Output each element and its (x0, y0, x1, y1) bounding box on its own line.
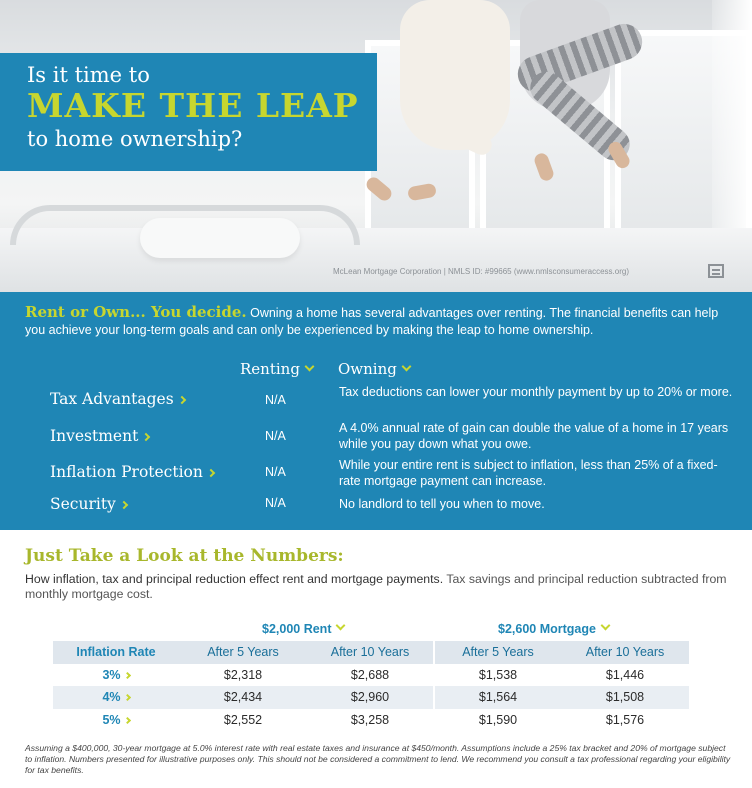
chevron-right-icon (207, 469, 215, 477)
table-cell: $1,576 (605, 712, 645, 727)
hero-image (0, 0, 752, 292)
headline-main: MAKE THE LEAP (27, 86, 359, 125)
row-label-text: Investment (50, 427, 139, 445)
group-header-rent-label: $2,000 Rent (262, 622, 332, 636)
chevron-down-icon (304, 362, 314, 372)
column-header: After 5 Years (179, 641, 307, 664)
chevron-right-icon (120, 501, 128, 509)
table-cell: $2,960 (307, 686, 433, 709)
headline-line-3: to home ownership? (27, 127, 243, 151)
headline-line-1: Is it time to (27, 63, 150, 87)
row-label-tax-advantages (50, 390, 185, 408)
inflation-rate-cell (53, 664, 179, 687)
section-heading: Rent or Own... You decide. (25, 303, 247, 321)
equal-housing-icon (708, 264, 724, 278)
row-label-inflation-protection (50, 463, 214, 481)
column-header: Inflation Rate (53, 641, 179, 664)
column-header-renting (240, 360, 313, 378)
group-header-rent (262, 622, 344, 636)
owning-description: No landlord to tell you when to move. (339, 497, 545, 511)
inflation-rate-cell (53, 686, 179, 709)
rent-or-own-section (0, 292, 752, 530)
renting-value: N/A (265, 496, 286, 510)
intro-text: Owning a home has several advantages over renting. The financial benefits can help you achieve your long-term goals and can only be experienced by making the leap to home ownership. (25, 306, 719, 337)
renting-value: N/A (265, 393, 286, 407)
inflation-rate-value: 5% (102, 712, 121, 727)
numbers-description (25, 572, 735, 602)
table-cell: $1,446 (605, 667, 645, 682)
table-cell: $2,318 (223, 667, 263, 682)
numbers-heading: Just Take a Look at the Numbers: (25, 546, 344, 566)
chevron-right-icon (123, 694, 130, 701)
table-cell: $2,434 (179, 686, 307, 709)
chevron-down-icon (336, 621, 346, 631)
table-header-row (53, 641, 689, 664)
headline-box (0, 53, 377, 171)
chevron-right-icon (177, 396, 185, 404)
nmls-disclosure: McLean Mortgage Corporation | NMLS ID: #99665 (www.nmlsconsumeraccess.org) (333, 267, 629, 276)
inflation-rate-value: 4% (102, 690, 121, 705)
chevron-right-icon (142, 433, 150, 441)
column-header: After 5 Years (433, 641, 561, 664)
row-label-text: Inflation Protection (50, 463, 203, 481)
row-label-text: Tax Advantages (50, 390, 174, 408)
table-cell: $1,590 (433, 709, 561, 732)
disclaimer: Assuming a $400,000, 30-year mortgage at 5.0% interest rate with real estate taxes and insurance at $450/month. Assumptions include a 25% tax bracket and 20% of mortgage subject to inflation. Numbers presented for illustrative purposes only. This should not be considered a commitment to lend. We recommend you consult a tax professional regarding your eligibility for tax benefits. (25, 743, 731, 775)
chevron-right-icon (123, 717, 130, 724)
column-header: After 10 Years (307, 641, 433, 664)
chevron-right-icon (123, 672, 130, 679)
column-header-owning (338, 360, 410, 378)
table-row (53, 664, 689, 687)
table-row (53, 709, 689, 732)
column-header-renting-label: Renting (240, 360, 300, 378)
renting-value: N/A (265, 465, 286, 479)
numbers-table (53, 641, 689, 731)
table-cell: $2,688 (350, 667, 390, 682)
owning-description: While your entire rent is subject to inflation, less than 25% of a fixed-rate mortgage payment can increase. (339, 458, 718, 488)
table-cell: $2,552 (223, 712, 263, 727)
inflation-rate-value: 3% (102, 667, 121, 682)
row-label-investment (50, 427, 149, 445)
numbers-description-sub: Tax savings and principal reduction subtracted from monthly mortgage cost. (25, 572, 727, 601)
column-header: After 10 Years (561, 641, 689, 664)
table-cell: $3,258 (350, 712, 390, 727)
table-row (53, 686, 689, 709)
chevron-down-icon (401, 362, 411, 372)
pillow (140, 218, 300, 258)
numbers-description-main: How inflation, tax and principal reduction effect rent and mortgage payments. (25, 572, 444, 586)
chevron-down-icon (601, 621, 611, 631)
group-header-mortgage-label: $2,600 Mortgage (498, 622, 596, 636)
row-label-text: Security (50, 495, 116, 513)
column-header-owning-label: Owning (338, 360, 397, 378)
table-cell: $1,508 (561, 686, 689, 709)
inflation-rate-cell (53, 709, 179, 732)
row-label-security (50, 495, 127, 513)
table-cell: $1,538 (433, 664, 561, 687)
owning-description: A 4.0% annual rate of gain can double the value of a home in 17 years while you pay down what you owe. (339, 421, 729, 451)
renting-value: N/A (265, 429, 286, 443)
rent-or-own-intro (25, 304, 737, 339)
group-header-mortgage (498, 622, 609, 636)
table-cell: $1,564 (433, 686, 561, 709)
owning-description: Tax deductions can lower your monthly payment by up to 20% or more. (339, 385, 733, 399)
